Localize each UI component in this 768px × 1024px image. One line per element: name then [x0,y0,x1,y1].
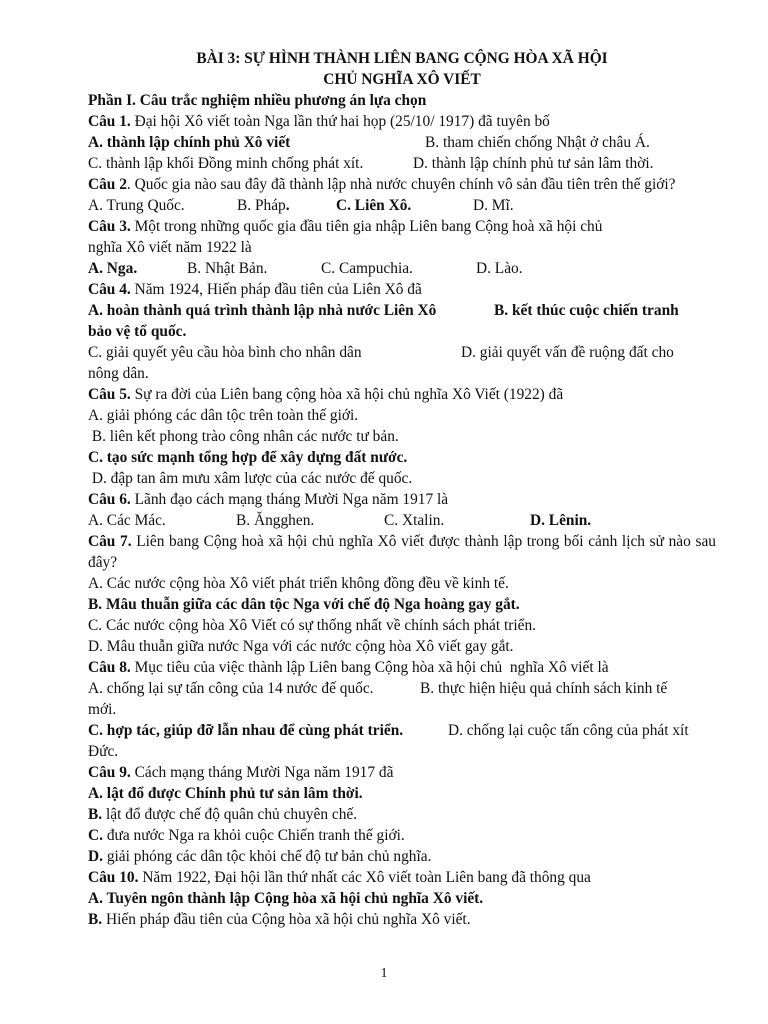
q4-option-d-line-2: nông dân. [88,365,149,382]
q8-option-a: A. chống lại sự tấn công của 14 nước đế quốc. [88,680,374,697]
q6-option-c: C. Xtalin. [384,512,445,529]
q10-label: Câu 10. [88,869,139,886]
section-heading: Phần I. Câu trắc nghiệm nhiều phương án lựa chọn [88,92,427,109]
q10-stem: Năm 1922, Đại hội lần thứ nhất các Xô viết toàn Liên bang đã thông qua [138,869,591,886]
q5-option-a: A. giải phóng các dân tộc trên toàn thế giới. [88,407,359,424]
q5-option-c: C. tạo sức mạnh tổng hợp để xây dựng đất nước. [88,449,408,466]
q9-option-c: đưa nước Nga ra khỏi cuộc Chiến tranh thế giới. [102,827,405,844]
q6-option-a: A. Các Mác. [88,512,166,529]
question-9 [88,762,716,867]
q7-stem: Liên bang Cộng hoà xã hội chủ nghĩa Xô viết được thành lập trong bối cảnh lịch sử nào sau đây? [88,533,716,571]
q9-option-d: giải phóng các dân tộc khỏi chế độ tư bản chủ nghĩa. [102,848,432,865]
q1-option-a: A. thành lập chính phủ Xô viết [88,134,291,151]
q9-option-a: A. lật đổ được Chính phủ tư sản lâm thời. [88,785,363,802]
q8-stem: Mục tiêu của việc thành lập Liên bang Cộng hòa xã hội chủ nghĩa Xô viết là [130,659,609,676]
q8-option-c: C. hợp tác, giúp đỡ lẫn nhau để cùng phát triển. [88,722,404,739]
q4-option-d-line-1: D. giải quyết vấn đề ruộng đất cho [461,344,674,361]
q5-stem: Sự ra đời của Liên bang cộng hòa xã hội chủ nghĩa Xô Viết (1922) đã [130,386,564,403]
page-number: 1 [380,966,388,981]
q2-option-c: C. Liên Xô. [336,197,412,214]
q1-stem: Đại hội Xô viết toàn Nga lần thứ hai họp (25/10/ 1917) đã tuyên bố [130,113,550,130]
q1-option-c: C. thành lập khối Đồng minh chống phát xít. [88,155,364,172]
q7-option-d: D. Mâu thuẫn giữa nước Nga với các nước cộng hòa Xô viết gay gắt. [88,638,514,655]
q9-option-b: lật đổ được chế độ quân chủ chuyên chế. [102,806,358,823]
q7-option-c: C. Các nước cộng hòa Xô Viết có sự thống nhất về chính sách phát triển. [88,617,537,634]
question-4 [88,279,716,384]
q2-label: Câu 2 [88,176,127,193]
q4-label: Câu 4. [88,281,131,298]
q9-stem: Cách mạng tháng Mười Nga năm 1917 đã [130,764,394,781]
q8-option-d-line-2: Đức. [88,743,119,760]
q8-option-d-line-1: D. chống lại cuộc tấn công của phát xít [448,722,689,739]
q3-stem-line-1: Một trong những quốc gia đầu tiên gia nhập Liên bang Cộng hoà xã hội chủ [130,218,603,235]
q7-option-b: B. Mâu thuẫn giữa các dân tộc Nga với chế độ Nga hoàng gay gắt. [88,596,520,613]
q3-stem-line-2: nghĩa Xô viết năm 1922 là [88,239,252,256]
q2-option-d: D. Mĩ. [473,197,514,214]
q9-option-c-key: C. [88,827,103,844]
q2-stem: . Quốc gia nào sau đây đã thành lập nhà nước chuyên chính vô sản đầu tiên trên thế giới? [126,176,676,193]
question-2 [88,174,716,216]
q5-label: Câu 5. [88,386,131,403]
q4-option-c: C. giải quyết yêu cầu hòa bình cho nhân dân [88,344,362,361]
q7-option-a: A. Các nước cộng hòa Xô viết phát triển không đồng đều về kinh tế. [88,575,509,592]
question-8 [88,657,716,762]
question-7 [88,531,716,657]
q10-option-b-key: B. [88,911,103,928]
q4-option-b-line-1: B. kết thúc cuộc chiến tranh [494,302,679,319]
q7-label: Câu 7. [88,533,132,550]
question-10 [88,867,716,930]
q3-option-a: A. Nga. [88,260,138,277]
q4-stem: Năm 1924, Hiến pháp đầu tiên của Liên Xô đã [130,281,422,298]
q3-option-c: C. Campuchia. [321,260,413,277]
q3-label: Câu 3. [88,218,131,235]
q10-option-b: Hiến pháp đầu tiên của Cộng hòa xã hội chủ nghĩa Xô viết. [102,911,471,928]
q6-option-d: D. Lênin. [530,512,592,529]
q5-option-d: D. đập tan âm mưu xâm lược của các nước đế quốc. [88,470,413,487]
q4-option-b-line-2: bảo vệ tổ quốc. [88,323,187,340]
q8-option-b-line-1: B. thực hiện hiệu quả chính sách kinh tế [420,680,668,697]
q9-option-d-key: D. [88,848,103,865]
q8-label: Câu 8. [88,659,131,676]
q2-option-b: B. Pháp [237,197,286,214]
q2-option-b-dot: . [285,197,290,214]
question-1 [88,111,716,174]
q6-option-b: B. Ăngghen. [236,512,315,529]
question-3 [88,216,716,279]
question-5 [88,384,716,489]
q6-label: Câu 6. [88,491,131,508]
q1-option-b: B. tham chiến chống Nhật ở châu Á. [425,134,650,151]
q8-option-b-line-2: mới. [88,701,117,718]
q3-option-b: B. Nhật Bản. [187,260,268,277]
q2-option-a: A. Trung Quốc. [88,197,185,214]
q9-option-b-key: B. [88,806,103,823]
q5-option-b: B. liên kết phong trào công nhân các nước tư bản. [88,428,399,445]
q9-label: Câu 9. [88,764,131,781]
doc-title-line-1: BÀI 3: SỰ HÌNH THÀNH LIÊN BANG CỘNG HÒA XÃ HỘI [196,50,608,67]
question-6 [88,489,716,531]
q1-label: Câu 1. [88,113,131,130]
q3-option-d: D. Lào. [476,260,523,277]
q4-option-a: A. hoàn thành quá trình thành lập nhà nước Liên Xô [88,302,437,319]
q1-option-d: D. thành lập chính phủ tư sản lâm thời. [413,155,654,172]
q10-option-a: A. Tuyên ngôn thành lập Cộng hòa xã hội chủ nghĩa Xô viết. [88,890,484,907]
doc-title-line-2: CHỦ NGHĨA XÔ VIẾT [323,71,481,88]
q6-stem: Lãnh đạo cách mạng tháng Mười Nga năm 1917 là [130,491,449,508]
